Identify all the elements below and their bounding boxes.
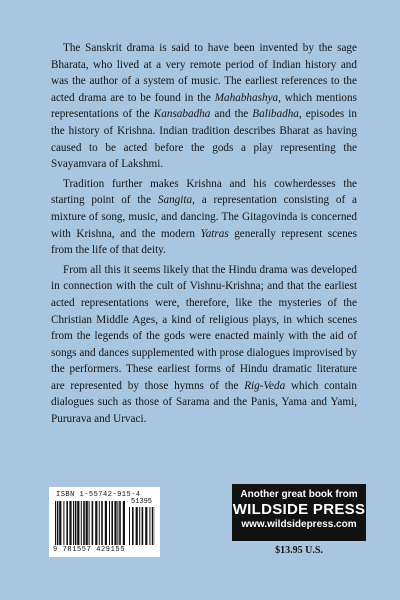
barcode-bar: [86, 501, 88, 545]
barcode-bar: [81, 501, 82, 545]
barcode-bar: [136, 507, 138, 545]
barcode-bar: [132, 507, 134, 545]
publisher-tagline: Another great book from: [240, 489, 358, 500]
barcode-bar: [59, 501, 61, 545]
barcode-bar: [129, 507, 130, 545]
italic-term: Kansabadha: [153, 108, 211, 121]
barcode-bar: [109, 501, 110, 545]
price-barcode-bars: [129, 507, 155, 545]
publisher-box: [232, 484, 366, 541]
barcode-bar: [152, 507, 154, 545]
paragraph-2: [51, 176, 357, 259]
text-run: and the: [210, 108, 253, 121]
barcode-bar: [55, 501, 56, 545]
barcode-bar: [119, 501, 121, 545]
publisher-url: www.wildsidepress.com: [241, 519, 357, 530]
barcode-bar: [69, 501, 71, 545]
back-cover-text: [51, 40, 357, 431]
barcode-bar: [145, 507, 147, 545]
text-run: , a representation consisting of a mixture of song, music, and dancing. The Gitagovinda is concerned with Krishna, and the modern: [51, 194, 357, 240]
paragraph-3: [51, 262, 357, 428]
italic-term: Sangita: [157, 194, 193, 207]
barcode-bar: [139, 507, 140, 545]
barcode-bar: [149, 507, 150, 545]
isbn-label: ISBN 1-55742-915-4: [56, 491, 141, 499]
barcode-bar: [73, 501, 74, 545]
barcode-bar: [101, 501, 103, 545]
barcode-bar: [75, 501, 77, 545]
italic-term: Yatras: [200, 227, 229, 240]
barcode-bar: [92, 501, 94, 545]
text-run: Tradition further makes Krishna and his cowherdesses the starting point of the: [51, 177, 357, 207]
ean-barcode-bars: [55, 501, 125, 545]
price-label: $13.95 U.S.: [275, 545, 323, 556]
barcode-bar: [57, 501, 59, 545]
barcode-bar: [111, 501, 113, 545]
text-run: which contain dialogues such as those of Sarama and the Panis, Yama and Yami, Pururava and Urvaci.: [51, 379, 357, 426]
isbn-barcode: [49, 487, 160, 557]
ean-digits: 9 781557 429155: [53, 546, 126, 554]
publisher-name: WILDSIDE PRESS: [232, 501, 366, 518]
barcode-bar: [77, 501, 79, 545]
barcode-bar: [117, 501, 118, 545]
barcode-bar: [95, 501, 97, 545]
barcode-bar: [142, 507, 144, 545]
text-run: , which mentions representations of the: [51, 91, 357, 121]
text-run: generally represent scenes from the life of that deity.: [51, 227, 357, 257]
barcode-bar: [99, 501, 100, 545]
price-code: 51395: [131, 498, 153, 506]
italic-term: Rig-Veda: [244, 379, 286, 392]
paragraph-1: [51, 40, 357, 173]
text-run: From all this it seems likely that the Hindu drama was developed in connection with the cult of Vishnu-Krishna; and that the earliest acted representations were, therefore, like the mysteries of the Christian Middle Ages, a kind of religious plays, in which scenes from the legends of the gods were enacted mainly with the aid of songs and dances supplemented with prose dialogues improvised by the performers. These earliest forms of Hindu dramatic literature are represented by those hymns of the: [51, 263, 357, 392]
italic-term: Mahabhashya: [214, 91, 279, 104]
barcode-bar: [83, 501, 85, 545]
barcode-bar: [114, 501, 116, 545]
text-run: , episodes in the history of Krishna. Indian tradition describes Bharat as having caused to be acted before the gods a play representing the Svayamvara of Lakshmi.: [51, 108, 357, 171]
barcode-bar: [105, 501, 107, 545]
italic-term: Balibadha: [252, 108, 299, 121]
text-run: The Sanskrit drama is said to have been invented by the sage Bharata, who lived at a very remote period of Indian history and was the author of a system of music. The earliest references to the acted drama are to be found in the: [51, 42, 357, 104]
barcode-bar: [63, 501, 64, 545]
barcode-bar: [89, 501, 90, 545]
barcode-bar: [123, 501, 125, 545]
barcode-bar: [66, 501, 68, 545]
